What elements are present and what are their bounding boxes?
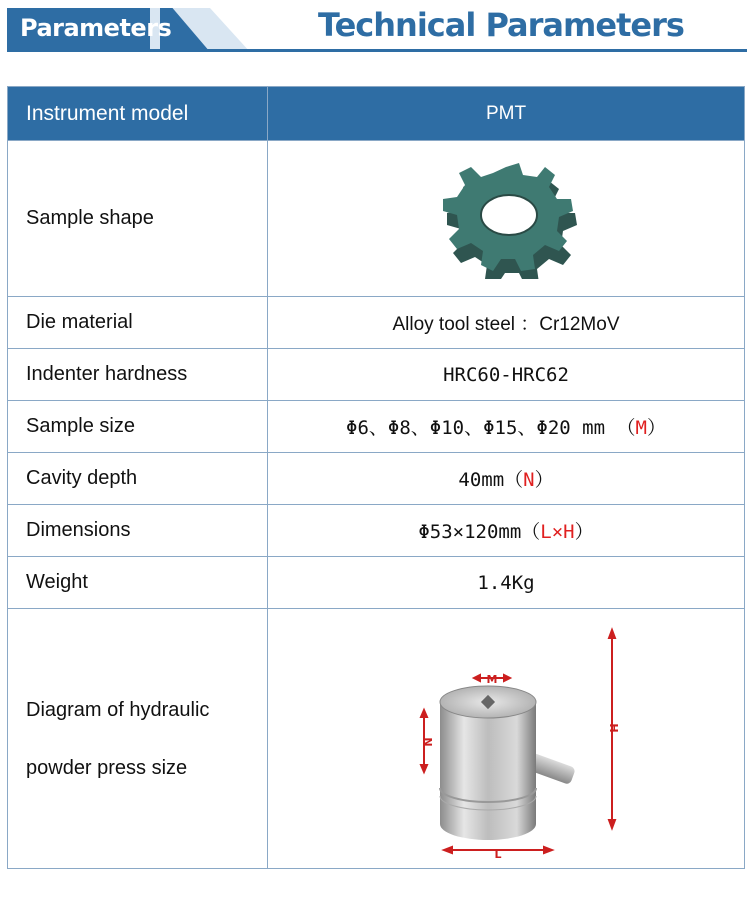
sample-shape-label: Sample shape (8, 141, 268, 297)
n-dim-label: N (421, 736, 434, 747)
cavity-depth-mark: N (523, 469, 535, 491)
die-material-value: Alloy tool steel ：Cr12MoV (268, 297, 745, 349)
cavity-depth-text: 40mm（ (458, 469, 524, 491)
table-row (8, 349, 745, 401)
cavity-depth-label: Cavity depth (8, 453, 268, 505)
weight-value: 1.4Kg (268, 557, 745, 609)
indenter-hardness-label: Indenter hardness (8, 349, 268, 401)
sample-shape-cell (268, 141, 745, 297)
dimensions-mark: L×H (540, 521, 575, 543)
die-material-label: Die material (8, 297, 268, 349)
indenter-hardness-value: HRC60-HRC62 (268, 349, 745, 401)
diagram-label-line1: Diagram of hydraulic (26, 698, 210, 721)
instrument-model-value: PMT (268, 87, 745, 141)
m-dim-label: M (486, 672, 498, 686)
page-header (0, 0, 750, 60)
parameters-table (7, 86, 745, 869)
gear-sample-image (431, 159, 581, 279)
sample-size-mark: M (635, 417, 647, 439)
sample-size-close: ） (646, 417, 666, 439)
cavity-depth-value (268, 453, 745, 505)
dimensions-label: Dimensions (8, 505, 268, 557)
weight-label: Weight (8, 557, 268, 609)
h-dim-label: H (607, 722, 620, 733)
table-row (8, 297, 745, 349)
cavity-depth-close: ） (534, 469, 554, 491)
dimensions-value (268, 505, 745, 557)
sample-size-label: Sample size (8, 401, 268, 453)
sample-size-value (268, 401, 745, 453)
diagram-label-cell (8, 609, 268, 869)
page-title: Technical Parameters (318, 6, 684, 44)
table-row (8, 557, 745, 609)
section-tab-label: Parameters (20, 14, 172, 42)
table-row (8, 609, 745, 869)
instrument-model-label: Instrument model (8, 87, 268, 141)
table-row (8, 505, 745, 557)
press-diagram-cell (268, 609, 745, 869)
press-diagram (268, 610, 750, 868)
table-row (8, 453, 745, 505)
table-header-row (8, 87, 745, 141)
table-row (8, 401, 745, 453)
dimensions-close: ） (574, 521, 594, 543)
l-dim-label: L (494, 847, 502, 861)
diagram-label-line2: powder press size (26, 756, 188, 779)
header-divider (7, 49, 747, 52)
dimensions-text: Φ53×120mm（ (418, 521, 541, 543)
table-row (8, 141, 745, 297)
sample-size-text: Φ6、Φ8、Φ10、Φ15、Φ20 mm （ (346, 417, 636, 439)
